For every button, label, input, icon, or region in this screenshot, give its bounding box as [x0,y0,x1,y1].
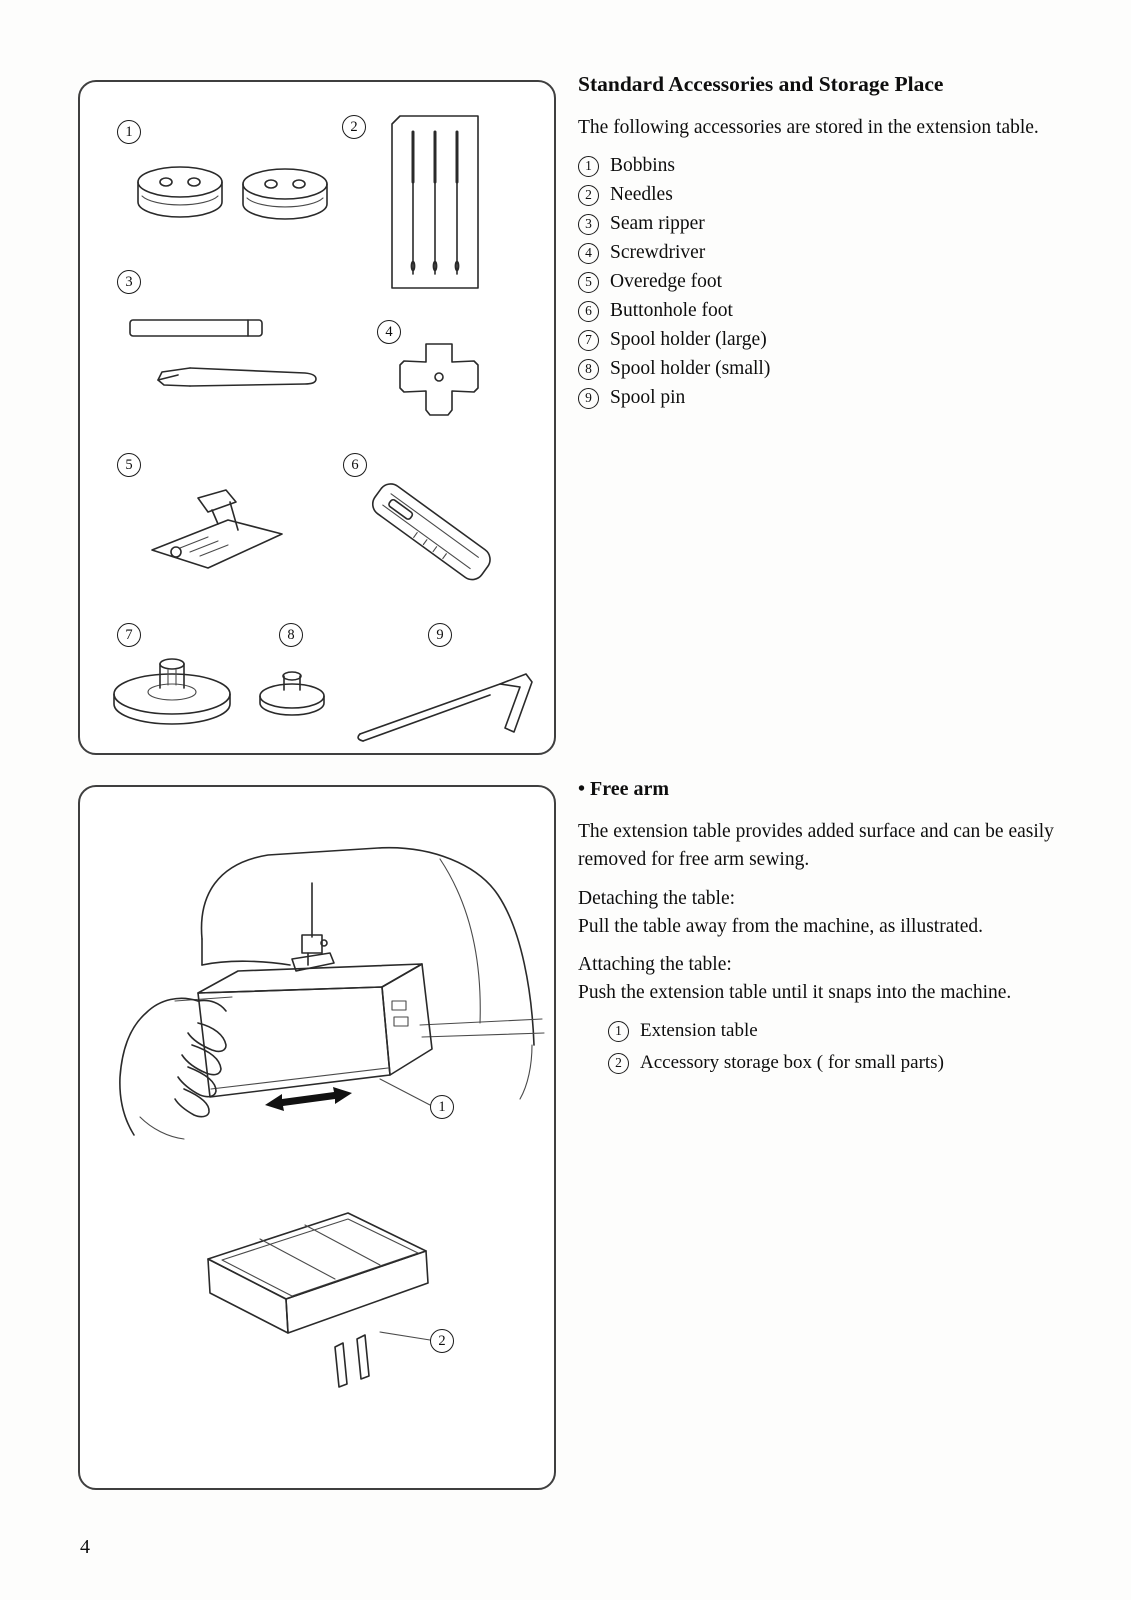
item-number-badge: 9 [578,388,599,409]
list-item [578,242,1073,264]
item-number-badge: 2 [608,1053,629,1074]
free-arm-paragraph: The extension table provides added surface and can be easily removed for free arm sewing. [578,821,1054,871]
bobbins-icon [138,167,327,219]
item-label: Bobbins [610,155,676,177]
item-number-badge: 6 [578,301,599,322]
callout-8-badge: 8 [279,623,303,647]
item-number-badge: 8 [578,359,599,380]
callout-2-badge: 2 [342,115,366,139]
callout-item [608,1052,1073,1074]
item-label: Spool pin [610,387,686,409]
storage-box-badge: 2 [430,1329,454,1353]
list-item [578,358,1073,380]
free-arm-figure-box [78,785,556,1490]
item-number-badge: 7 [578,330,599,351]
needles-icon [392,116,478,288]
item-number-badge: 1 [578,156,599,177]
callout-3-badge: 3 [117,270,141,294]
extension-table-badge: 1 [430,1095,454,1119]
page-number: 4 [80,1536,90,1558]
extension-table-illustration [198,964,432,1097]
accessories-text-column [578,72,1073,409]
item-label: Needles [610,184,673,206]
free-arm-text-column [578,778,1073,1074]
callout-line-1 [380,1079,430,1105]
item-label: Spool holder (large) [610,329,767,351]
item-label: Spool holder (small) [610,358,771,380]
accessory-list [578,155,1073,409]
spool-holder-small-icon [260,672,324,715]
callout-5-badge: 5 [117,453,141,477]
accessories-figure-box [78,80,556,755]
item-label: Buttonhole foot [610,300,733,322]
direction-arrow-icon [265,1087,352,1111]
storage-box-illustration [208,1213,428,1387]
section-title: Standard Accessories and Storage Place [578,72,944,96]
free-arm-illustration [80,787,554,1488]
seam-ripper-icon [130,320,316,386]
callout-9-badge: 9 [428,623,452,647]
sewing-machine-illustration [175,848,544,1099]
item-number-badge: 4 [578,243,599,264]
item-number-badge: 2 [578,185,599,206]
list-item [578,155,1073,177]
figure-callout-list [608,1020,1073,1074]
callout-line-2 [380,1332,430,1340]
callout-4-badge: 4 [377,320,401,344]
item-number-badge: 1 [608,1021,629,1042]
attach-heading: Attaching the table: [578,953,732,975]
free-arm-title: • Free arm [578,778,670,800]
callout-1-badge: 1 [117,120,141,144]
detach-heading: Detaching the table: [578,887,736,909]
item-number-badge: 3 [578,214,599,235]
section-intro: The following accessories are stored in the extension table. [578,117,1039,138]
item-label: Extension table [640,1020,758,1042]
list-item [578,271,1073,293]
item-label: Overedge foot [610,271,723,293]
spool-holder-large-icon [114,659,230,724]
list-item [578,184,1073,206]
screwdriver-icon [400,344,478,415]
item-label: Seam ripper [610,213,705,235]
callout-item [608,1020,1073,1042]
hand-illustration [120,998,226,1139]
attach-text: Push the extension table until it snaps into the machine. [578,981,1012,1003]
accessories-illustration [80,82,554,753]
spool-pin-icon [358,674,532,741]
item-label: Screwdriver [610,242,706,264]
detach-text: Pull the table away from the machine, as illustrated. [578,915,984,937]
list-item [578,387,1073,409]
item-label: Accessory storage box ( for small parts) [640,1052,944,1074]
list-item [578,300,1073,322]
callout-7-badge: 7 [117,623,141,647]
list-item [578,329,1073,351]
buttonhole-foot-icon [368,479,495,584]
overedge-foot-icon [152,490,282,568]
callout-6-badge: 6 [343,453,367,477]
list-item [578,213,1073,235]
item-number-badge: 5 [578,272,599,293]
